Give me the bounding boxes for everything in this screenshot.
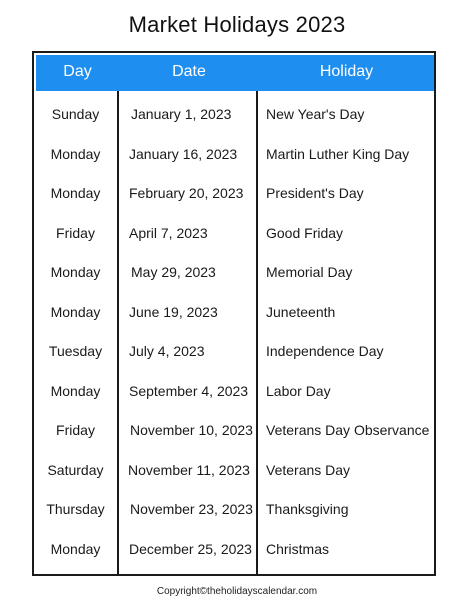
holiday-cell: Thanksgiving xyxy=(266,501,349,517)
page-title: Market Holidays 2023 xyxy=(128,12,346,37)
date-cell: July 4, 2023 xyxy=(129,343,205,359)
table-row xyxy=(34,411,434,451)
table-row xyxy=(34,490,434,530)
date-cell: June 19, 2023 xyxy=(129,303,218,320)
day-cell: Monday xyxy=(50,540,101,557)
day-cell: Monday xyxy=(50,264,101,280)
holiday-cell: Veterans Day xyxy=(266,461,351,478)
day-cell: Sunday xyxy=(51,106,100,122)
holiday-cell: Memorial Day xyxy=(266,264,353,280)
table-row xyxy=(34,451,434,491)
holiday-cell: Martin Luther King Day xyxy=(266,145,410,162)
table-row xyxy=(34,253,434,293)
table-header xyxy=(36,55,434,91)
holiday-cell: Independence Day xyxy=(266,343,384,359)
date-cell: January 1, 2023 xyxy=(131,106,232,122)
day-cell: Friday xyxy=(56,224,95,241)
table-row xyxy=(34,372,434,412)
table-row xyxy=(34,95,434,135)
table-row xyxy=(34,214,434,254)
day-cell: Monday xyxy=(50,185,101,201)
holiday-cell: Juneteenth xyxy=(266,303,336,320)
day-cell: Monday xyxy=(50,382,101,399)
date-cell: April 7, 2023 xyxy=(129,224,208,241)
date-cell: November 23, 2023 xyxy=(130,501,253,517)
table-row xyxy=(34,332,434,372)
day-cell: Monday xyxy=(50,145,101,162)
holiday-cell: Good Friday xyxy=(266,224,344,241)
header-date: Date xyxy=(172,63,206,80)
table-row xyxy=(34,135,434,175)
day-cell: Friday xyxy=(56,422,95,438)
day-cell: Tuesday xyxy=(48,343,103,359)
day-cell: Thursday xyxy=(46,501,105,517)
copyright-footer: Copyright©theholidayscalendar.com xyxy=(156,586,318,597)
holiday-cell: President's Day xyxy=(266,185,364,201)
date-cell: December 25, 2023 xyxy=(129,540,252,557)
holiday-cell: Labor Day xyxy=(266,382,331,399)
day-cell: Monday xyxy=(50,303,101,320)
date-cell: January 16, 2023 xyxy=(129,145,238,162)
header-day: Day xyxy=(63,63,92,80)
table-row xyxy=(34,174,434,214)
date-cell: November 11, 2023 xyxy=(128,461,250,478)
header-holiday: Holiday xyxy=(319,63,374,80)
date-cell: February 20, 2023 xyxy=(129,185,244,201)
date-cell: November 10, 2023 xyxy=(130,422,253,438)
holiday-cell: Veterans Day Observance xyxy=(266,422,430,438)
table-row xyxy=(34,293,434,333)
date-cell: May 29, 2023 xyxy=(131,264,216,280)
table-row xyxy=(34,530,434,570)
holiday-cell: Christmas xyxy=(266,540,330,557)
day-cell: Saturday xyxy=(47,461,104,478)
holiday-cell: New Year's Day xyxy=(266,106,365,122)
table-body xyxy=(34,95,434,569)
date-cell: September 4, 2023 xyxy=(129,382,249,399)
